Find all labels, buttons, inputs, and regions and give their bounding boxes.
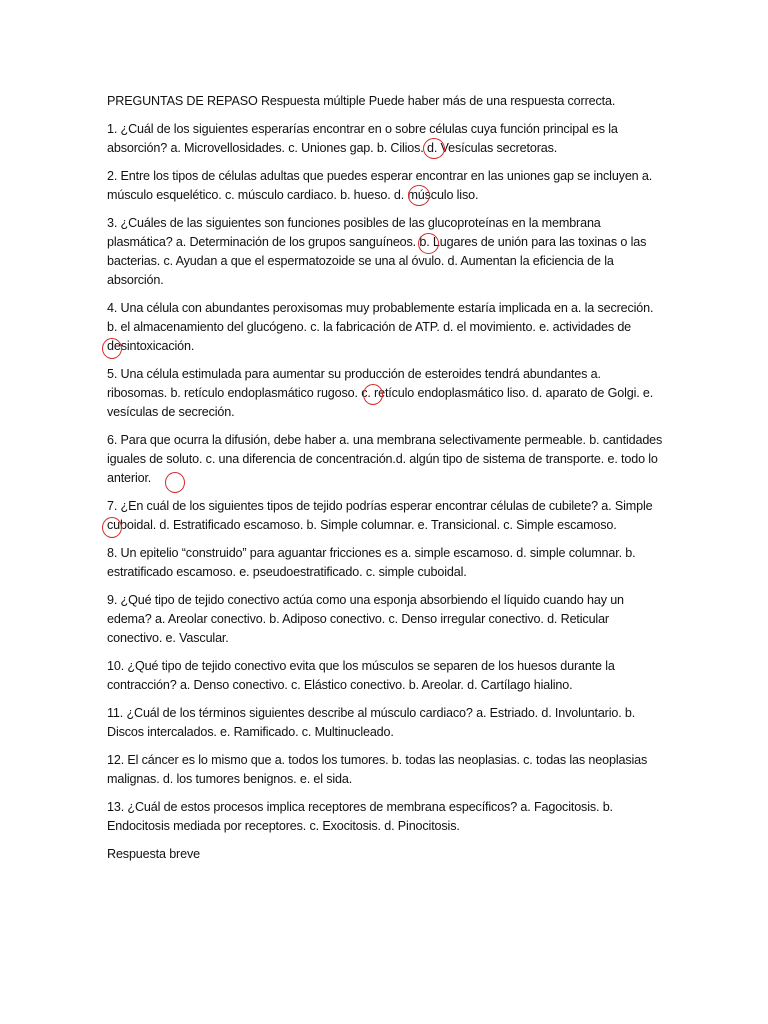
question-10: 10. ¿Qué tipo de tejido conectivo evita que los músculos se separen de los huesos durante la contracción? a. Denso conectivo. c. Elástico conectivo. b. Areolar. d. Cartílago hialino. bbox=[107, 659, 615, 692]
document-heading: PREGUNTAS DE REPASO Respuesta múltiple Puede haber más de una respuesta correcta. bbox=[107, 94, 616, 108]
footer-heading: Respuesta breve bbox=[107, 847, 200, 861]
question-6: 6. Para que ocurra la difusión, debe haber a. una membrana selectivamente permeable. b. cantidades iguales de soluto. c. una diferencia de concentración.d. algún tipo de sistema de transporte. e. todo lo anterior. bbox=[107, 433, 663, 485]
document-body bbox=[107, 92, 663, 873]
question-9: 9. ¿Qué tipo de tejido conectivo actúa como una esponja absorbiendo el líquido cuando hay un edema? a. Areolar conectivo. b. Adiposo conectivo. c. Denso irregular conectivo. d. Reticular conectivo. e. Vascular. bbox=[107, 593, 624, 645]
question-7: 7. ¿En cuál de los siguientes tipos de tejido podrías esperar encontrar células de cubilete? a. Simple cuboidal. d. Estratificado escamoso. b. Simple columnar. e. Transicional. c. Simple escamoso. bbox=[107, 499, 653, 532]
question-1: 1. ¿Cuál de los siguientes esperarías encontrar en o sobre células cuya función principal es la absorción? a. Microvellosidades. c. Uniones gap. b. Cilios. d. Vesículas secretoras. bbox=[107, 122, 618, 155]
question-5: 5. Una célula estimulada para aumentar su producción de esteroides tendrá abundantes a. ribosomas. b. retículo endoplasmático rugoso. c. retículo endoplasmático liso. d. aparato de Golgi. e. vesículas de secreción. bbox=[107, 367, 654, 419]
question-2: 2. Entre los tipos de células adultas que puedes esperar encontrar en las uniones gap se incluyen a. músculo esquelético. c. músculo cardiaco. b. hueso. d. músculo liso. bbox=[107, 169, 653, 202]
question-13: 13. ¿Cuál de estos procesos implica receptores de membrana específicos? a. Fagocitosis. b. Endocitosis mediada por receptores. c. Exocitosis. d. Pinocitosis. bbox=[107, 800, 613, 833]
question-8: 8. Un epitelio “construido” para aguantar fricciones es a. simple escamoso. d. simple columnar. b. estratificado escamoso. e. pseudoestratificado. c. simple cuboidal. bbox=[107, 546, 636, 579]
question-12: 12. El cáncer es lo mismo que a. todos los tumores. b. todas las neoplasias. c. todas las neoplasias malignas. d. los tumores benignos. e. el sida. bbox=[107, 753, 648, 786]
question-3: 3. ¿Cuáles de las siguientes son funciones posibles de las glucoproteínas en la membrana plasmática? a. Determinación de los grupos sanguíneos. b. Lugares de unión para las toxinas o las bacterias. c. Ayudan a que el espermatozoide se una al óvulo. d. Aumentan la eficiencia de la absorción. bbox=[107, 216, 647, 287]
question-4: 4. Una célula con abundantes peroxisomas muy probablemente estaría implicada en a. la secreción. b. el almacenamiento del glucógeno. c. la fabricación de ATP. d. el movimiento. e. actividades de desintoxicación. bbox=[107, 301, 654, 353]
question-11: 11. ¿Cuál de los términos siguientes describe al músculo cardiaco? a. Estriado. d. Involuntario. b. Discos intercalados. e. Ramificado. c. Multinucleado. bbox=[107, 706, 636, 739]
